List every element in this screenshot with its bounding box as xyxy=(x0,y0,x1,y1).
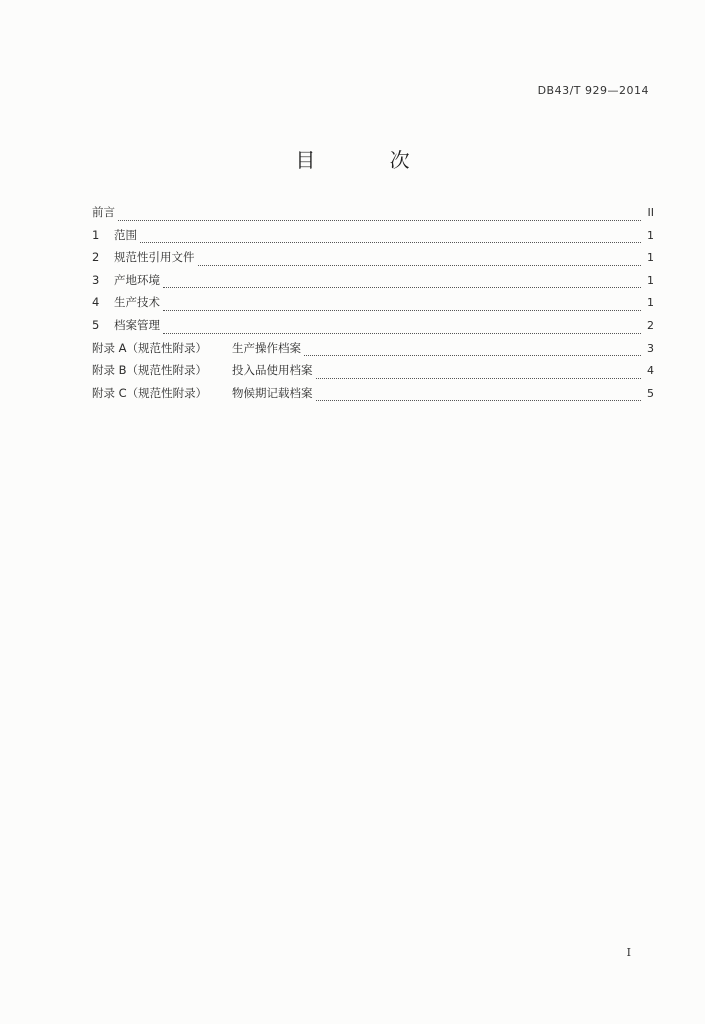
toc-leader-dots xyxy=(163,332,641,334)
toc-entry-page: 1 xyxy=(647,251,654,265)
toc-entry-normative-references[interactable] xyxy=(92,249,654,272)
toc-entry-number: 5 xyxy=(92,317,100,332)
toc-entry-label: 生产技术 xyxy=(114,295,160,310)
toc-leader-dots xyxy=(118,219,641,221)
toc-entry-number: 1 xyxy=(92,227,100,242)
toc-leader-dots xyxy=(163,309,641,311)
toc-list xyxy=(92,204,654,407)
toc-entry-label: 前言 xyxy=(92,205,115,219)
toc-entry-foreword[interactable] xyxy=(92,204,654,227)
toc-entry-label: 规范性引用文件 xyxy=(114,250,195,265)
toc-entry-number: 2 xyxy=(92,250,100,265)
toc-entry-label: 生产操作档案 xyxy=(232,340,301,355)
toc-entry-label: 投入品使用档案 xyxy=(232,363,313,378)
toc-entry-page: II xyxy=(647,206,654,219)
document-code: DB43/T 929—2014 xyxy=(537,84,649,97)
toc-entry-label: 档案管理 xyxy=(114,317,160,332)
toc-entry-page: 2 xyxy=(647,318,654,332)
toc-entry-production-environment[interactable] xyxy=(92,272,654,295)
toc-entry-production-technology[interactable] xyxy=(92,294,654,317)
toc-title: 目 次 xyxy=(295,148,444,172)
toc-entry-page: 4 xyxy=(647,364,654,378)
toc-entry-appendix-prefix: 附录 B（规范性附录） xyxy=(92,363,208,378)
toc-leader-dots xyxy=(316,377,642,379)
toc-leader-dots xyxy=(140,241,641,243)
toc-entry-appendix-c[interactable] xyxy=(92,385,654,408)
toc-entry-scope[interactable] xyxy=(92,227,654,250)
toc-entry-label: 产地环境 xyxy=(114,272,160,287)
toc-entry-appendix-prefix: 附录 C（规范性附录） xyxy=(92,385,208,400)
toc-entry-page: 1 xyxy=(647,296,654,310)
toc-leader-dots xyxy=(316,399,642,401)
toc-entry-page: 3 xyxy=(647,341,654,355)
toc-entry-label: 物候期记载档案 xyxy=(232,385,313,400)
toc-entry-archive-management[interactable] xyxy=(92,317,654,340)
page-number: I xyxy=(626,946,631,959)
toc-entry-appendix-prefix: 附录 A（规范性附录） xyxy=(92,340,208,355)
toc-entry-number: 4 xyxy=(92,295,100,310)
toc-leader-dots xyxy=(304,354,641,356)
toc-entry-page: 5 xyxy=(647,386,654,400)
toc-entry-page: 1 xyxy=(647,228,654,242)
toc-leader-dots xyxy=(198,264,642,266)
toc-entry-appendix-a[interactable] xyxy=(92,340,654,363)
toc-entry-number: 3 xyxy=(92,272,100,287)
toc-entry-page: 1 xyxy=(647,273,654,287)
toc-leader-dots xyxy=(163,286,641,288)
toc-entry-appendix-b[interactable] xyxy=(92,362,654,385)
toc-entry-label: 范围 xyxy=(114,227,137,242)
